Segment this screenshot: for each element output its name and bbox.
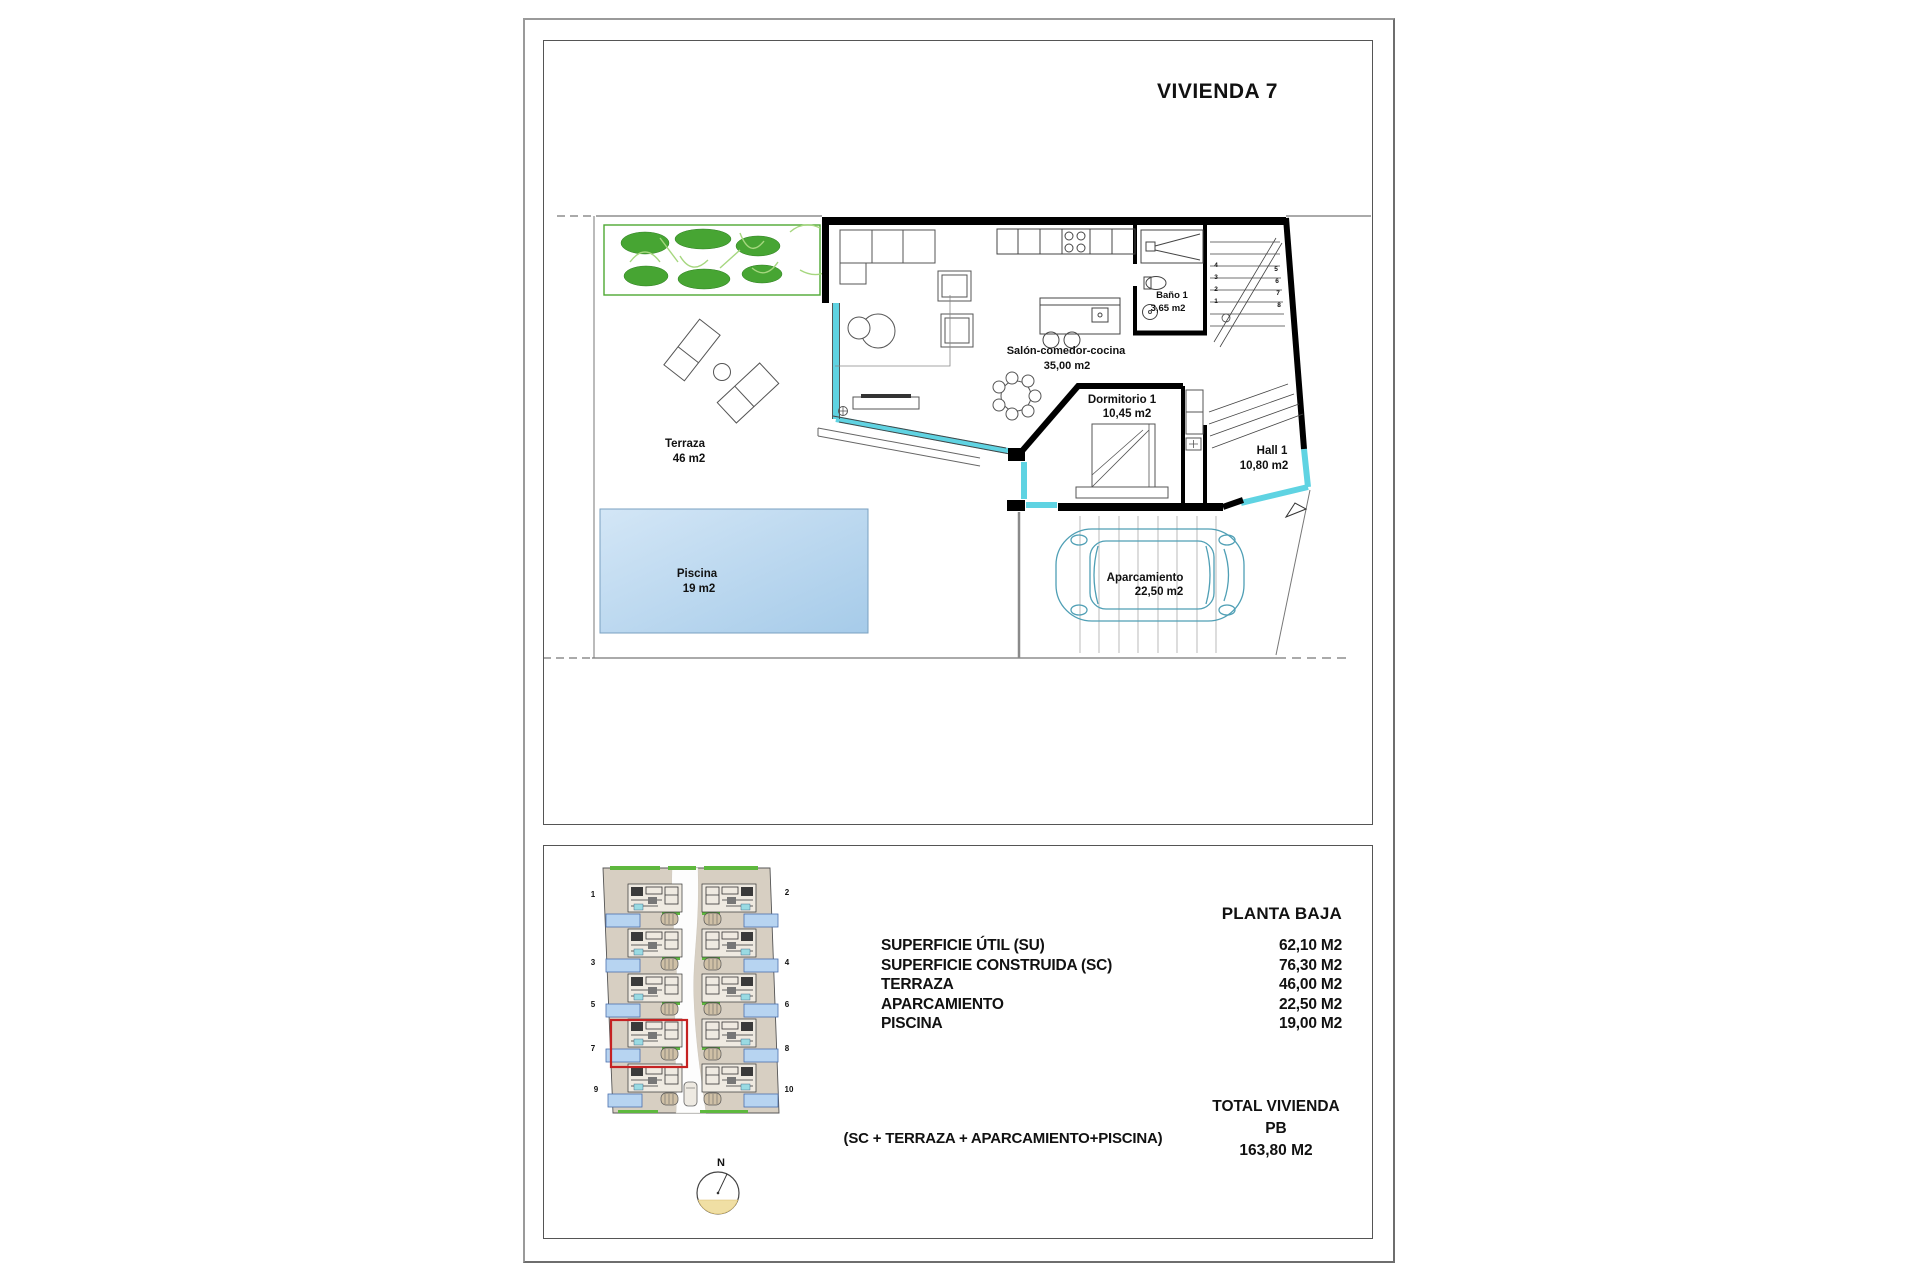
driveway-paving	[1080, 516, 1216, 653]
row-value: 62,10 M2	[1278, 937, 1342, 954]
entrance-arrow	[1286, 503, 1306, 517]
svg-text:8: 8	[1277, 302, 1281, 309]
terrace-furniture	[664, 319, 779, 423]
row-value: 22,50 M2	[1278, 995, 1342, 1013]
row-label: TERRAZA	[881, 976, 954, 993]
row-value: 46,00 M2	[1278, 976, 1342, 993]
svg-text:9: 9	[593, 1085, 599, 1094]
room-label-hall: Hall 1	[1256, 445, 1288, 457]
room-area-piscina: 19 m2	[682, 583, 716, 595]
side-table	[714, 364, 731, 381]
kitchen	[997, 229, 1135, 348]
svg-text:3: 3	[1214, 274, 1218, 281]
coffee-table	[848, 317, 870, 339]
svg-text:5: 5	[590, 1000, 596, 1009]
row-label: SUPERFICIE CONSTRUIDA (SC)	[881, 956, 1113, 974]
compass-north-label: N	[717, 1157, 725, 1169]
row-label: SUPERFICIE ÚTIL (SU)	[881, 937, 1045, 954]
svg-text:5: 5	[1274, 266, 1278, 273]
planter-bed	[604, 225, 826, 295]
room-area-terraza: 46 m2	[672, 453, 706, 465]
svg-text:3: 3	[590, 958, 596, 967]
site-car	[684, 1082, 697, 1106]
room-label-terraza: Terraza	[664, 438, 706, 450]
svg-text:7: 7	[590, 1044, 596, 1053]
svg-text:6: 6	[1275, 278, 1279, 285]
svg-text:1: 1	[1214, 298, 1218, 305]
room-label-salon: Salón-comedor-cocina	[1006, 345, 1126, 357]
svg-text:6: 6	[784, 1000, 790, 1009]
sofa	[840, 230, 935, 284]
living-room-furniture	[835, 230, 973, 416]
room-label-dormitorio: Dormitorio 1	[1087, 394, 1157, 406]
row-label: APARCAMIENTO	[881, 995, 1004, 1013]
svg-text:4: 4	[784, 958, 790, 967]
room-area-dormitorio: 10,45 m2	[1102, 408, 1152, 420]
room-area-aparcamiento: 22,50 m2	[1134, 586, 1184, 598]
total-formula: (SC + TERRAZA + APARCAMIENTO+PISCINA)	[843, 1130, 1163, 1147]
dining-table	[993, 372, 1041, 420]
room-label-piscina: Piscina	[676, 568, 718, 580]
svg-text:2: 2	[784, 888, 790, 897]
svg-text:7: 7	[1276, 290, 1280, 297]
total-value: 163,80 M2	[1239, 1142, 1313, 1159]
svg-text:1: 1	[590, 890, 596, 899]
page-title: VIVIENDA 7	[1157, 80, 1278, 103]
floor-label: PLANTA BAJA	[1221, 904, 1342, 923]
sink	[1092, 308, 1108, 322]
room-area-bano: 3,65 m2	[1150, 303, 1186, 314]
room-label-bano: Baño 1	[1156, 290, 1188, 301]
toilet	[1146, 277, 1166, 290]
side-table	[941, 314, 973, 347]
compass	[697, 1157, 739, 1214]
sideboard	[853, 397, 919, 409]
pool	[600, 509, 868, 633]
lounge-chair	[664, 319, 720, 381]
row-label: PISCINA	[881, 1015, 943, 1032]
svg-text:4: 4	[1214, 262, 1218, 269]
svg-text:2: 2	[1214, 286, 1218, 293]
site-plan	[591, 866, 794, 1113]
room-label-aparcamiento: Aparcamiento	[1106, 572, 1184, 584]
total-label: TOTAL VIVIENDA PB	[1212, 1098, 1340, 1137]
svg-text:8: 8	[784, 1044, 790, 1053]
row-value: 76,30 M2	[1278, 956, 1342, 974]
room-area-hall: 10,80 m2	[1239, 460, 1289, 472]
row-value: 19,00 M2	[1278, 1015, 1342, 1032]
shower	[1141, 230, 1203, 263]
room-area-salon: 35,00 m2	[1043, 360, 1091, 372]
svg-text:10: 10	[784, 1085, 794, 1094]
